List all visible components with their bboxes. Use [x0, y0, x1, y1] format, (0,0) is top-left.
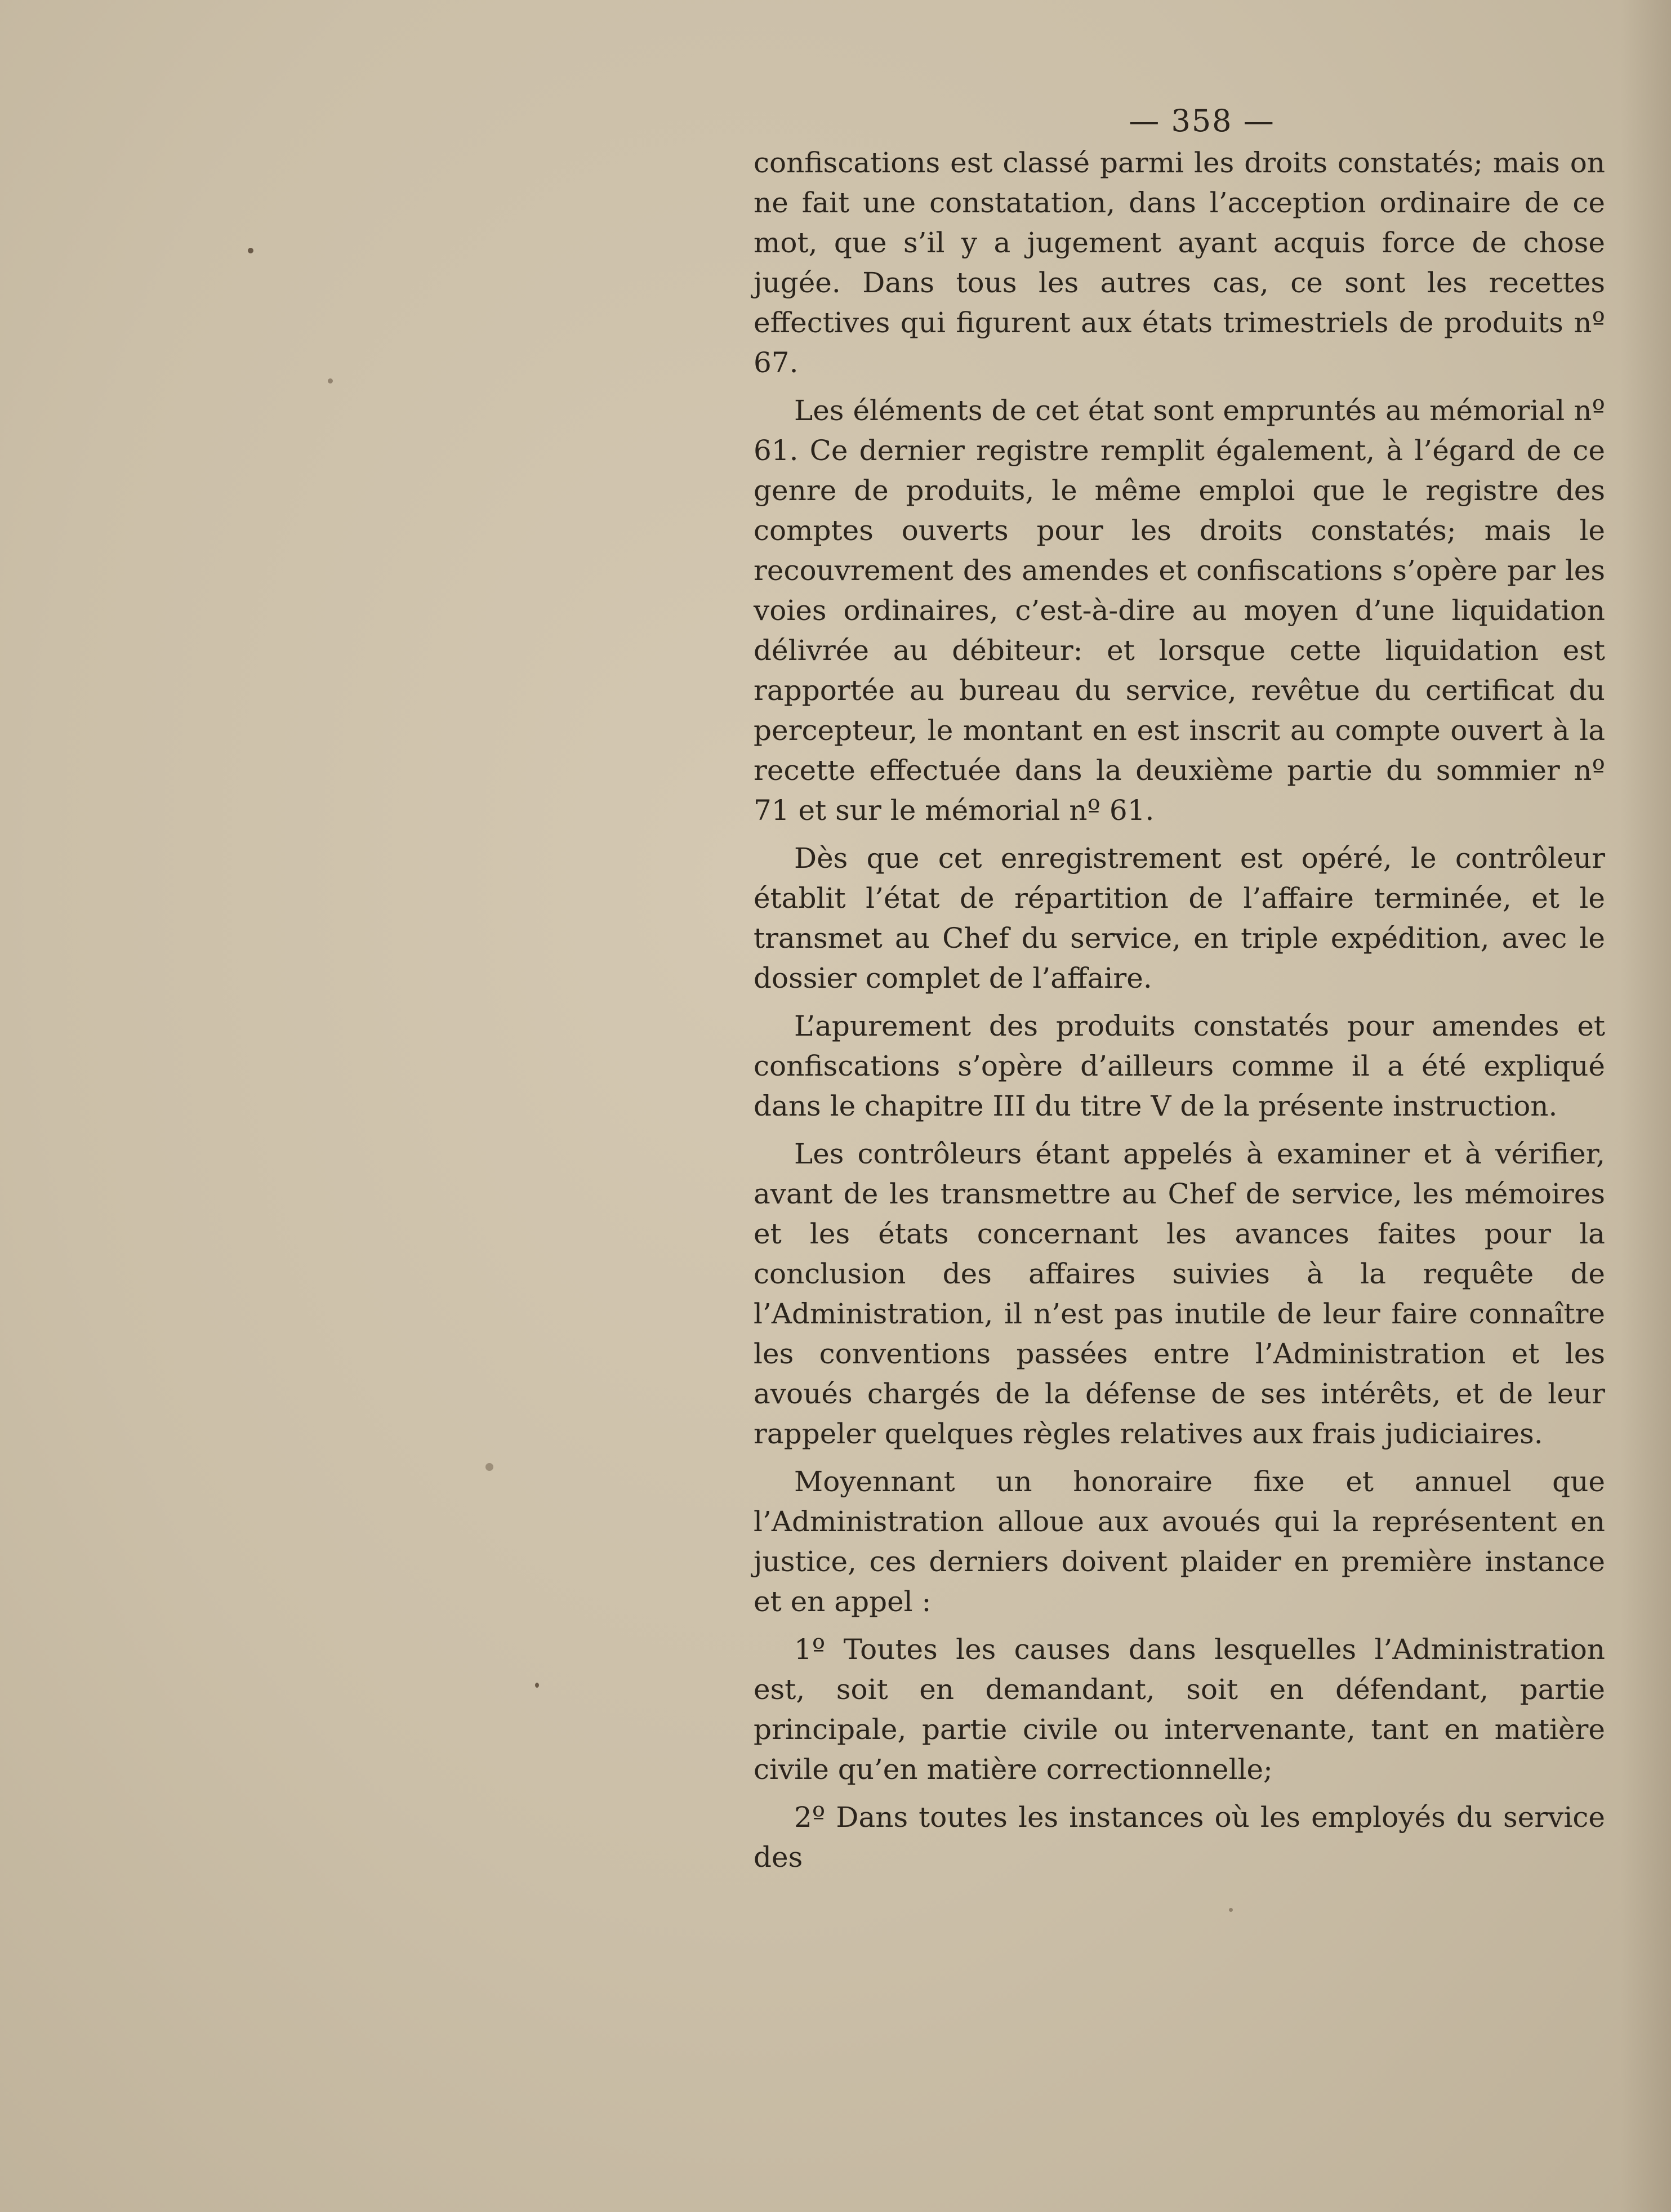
paper-speck [535, 1683, 539, 1688]
list-item: 1º Toutes les causes dans lesquelles l’Administration est, soit en demandant, soit en défendant, partie principale, partie civile ou intervenante, tant en matière civile qu’en matière correctionnelle; [754, 1633, 1605, 1786]
paper-speck [248, 248, 253, 253]
paragraph: Dès que cet enregistrement est opéré, le contrôleur établit l’état de répartition de l’affaire terminée, et le transmet au Chef du service, en triple expédition, avec le dossier complet de l’affaire. [754, 842, 1605, 994]
paragraph: Les éléments de cet état sont empruntés au mémorial nº 61. Ce dernier registre remplit également, à l’égard de ce genre de produits, le même emploi que le registre des comptes ouverts pour les droits constatés; mais le recouvrement des amendes et confiscations s’opère par les voies ordinaires, c’est-à-dire au moyen d’une liquidation délivrée au débiteur: et lorsque cette liquidation est rapportée au bureau du service, revêtue du certificat du percepteur, le montant en est inscrit au compte ouvert à la recette effectuée dans la deuxième partie du sommier nº 71 et sur le mémorial nº 61. [754, 394, 1605, 827]
paper-speck [328, 378, 333, 383]
paragraph: Moyennant un honoraire fixe et annuel que l’Administration alloue aux avoués qui la représentent en justice, ces derniers doivent plaider en première instance et en appel : [754, 1465, 1605, 1618]
paper-speck [1229, 1908, 1233, 1912]
page-number: — 358 — [1129, 103, 1275, 139]
page-text [754, 100, 1605, 1885]
paper-speck [485, 1463, 493, 1471]
paragraph: L’apurement des produits constatés pour amendes et confiscations s’opère d’ailleurs comme il a été expliqué dans le chapitre III du titre V de la présente instruction. [754, 1010, 1605, 1122]
paragraph: confiscations est classé parmi les droits constatés; mais on ne fait une constatation, dans l’acception ordinaire de ce mot, que s’il y a jugement ayant acquis force de chose jugée. Dans tous les autres cas, ce sont les recettes effectives qui figurent aux états trimestriels de produits nº 67. [754, 146, 1605, 379]
list-item: 2º Dans toutes les instances où les employés du service des [754, 1801, 1605, 1874]
paragraph: Les contrôleurs étant appelés à examiner et à vérifier, avant de les transmettre au Chef de service, les mémoires et les états concernant les avances faites pour la conclusion des affaires suivies à la requête de l’Administration, il n’est pas inutile de leur faire connaître les conventions passées entre l’Administration et les avoués chargés de la défense de ses intérêts, et de leur rappeler quelques règles relatives aux frais judiciaires. [754, 1138, 1605, 1450]
page-edge-shadow [1620, 0, 1671, 2212]
